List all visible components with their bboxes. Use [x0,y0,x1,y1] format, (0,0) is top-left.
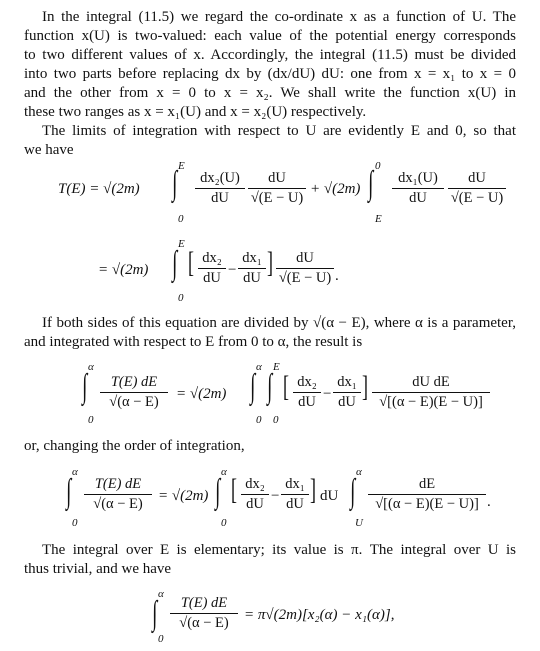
fraction-bar [170,613,238,614]
fraction [238,250,266,287]
numerator: dx₁ [337,374,357,390]
integral-lower-limit: 0 [72,517,78,529]
text-line: we have [24,142,74,158]
denominator: dU [211,190,229,206]
fraction-bar [448,188,506,189]
numerator: dE [418,476,436,492]
du: dU [320,488,339,504]
left-bracket: [ [231,473,237,506]
fraction [100,374,168,411]
integral-lower-limit: 0 [158,633,164,645]
fraction-bar [368,494,486,495]
integral-lower-limit: 0 [88,414,94,426]
numerator: dx₂ [245,476,265,492]
numerator: dx₂(U) [200,170,240,186]
text-line: or, changing the order of integration, [24,438,245,454]
text-line: into two parts before replacing dx by (dx/dU) dU: one from x = x₁ to x = 0 [24,66,516,82]
denominator: dU [203,270,221,286]
numerator: dU [268,170,286,186]
eq-mid: = √(2m) [176,386,227,402]
left-bracket: [ [283,370,289,403]
denominator: √(α − E) [179,615,229,631]
numerator: T(E) dE [94,476,142,492]
integral-lower-limit: 0 [178,213,184,225]
denominator: dU [298,394,316,410]
fraction [195,170,245,207]
fraction [333,374,361,411]
right-bracket: ] [310,473,316,506]
right-bracket: ] [267,246,273,279]
text-line: and integrated with respect to E from 0 to α, the result is [24,334,363,350]
numerator: dU [468,170,486,186]
integral-sign: ∫ [82,368,88,405]
period: . [335,268,339,284]
integral-sign: ∫ [267,368,273,405]
denominator: dU [246,496,264,512]
integral-sign: ∫ [172,245,178,282]
fraction-bar [281,494,309,495]
integral-upper-limit: E [273,361,280,373]
integral-sign: ∫ [152,595,158,632]
fraction-bar [293,392,321,393]
text-line: If both sides of this equation are divided by √(α − E), where α is a parameter, [42,315,516,331]
integral-lower-limit: E [375,213,382,225]
integral-upper-limit: 0 [375,160,381,172]
numerator: dx₁ [285,476,305,492]
integral-sign: ∫ [172,165,178,202]
integral-upper-limit: α [158,588,164,600]
integral-sign: ∫ [350,473,356,510]
denominator: √(E − U) [250,190,304,206]
fraction-bar [333,392,361,393]
fraction [448,170,506,207]
text-line: function x(U) is two-valued: each value of the potential energy corresponds [24,28,516,44]
fraction-bar [276,268,334,269]
fraction [170,595,238,632]
fraction-bar [392,188,444,189]
fraction-bar [238,268,266,269]
integral-upper-limit: E [178,238,185,250]
denominator: dU [243,270,261,286]
denominator: √[(α − E)(E − U)] [375,496,479,512]
integral-upper-limit: α [88,361,94,373]
fraction [368,476,486,513]
integral-upper-limit: α [221,466,227,478]
numerator: T(E) dE [180,595,228,611]
integral-lower-limit: U [355,517,363,529]
fraction [293,374,321,411]
integral-lower-limit: 0 [256,414,262,426]
minus-sign: − [323,386,332,402]
text-line: In the integral (11.5) we regard the co-ordinate x as a function of U. The [42,9,516,25]
denominator: √[(α − E)(E − U)] [379,394,483,410]
numerator: T(E) dE [110,374,158,390]
text-line: and the other from x = 0 to x = x₂. We shall write the function x(U) in [24,85,516,101]
left-bracket: [ [188,246,194,279]
eq-plus: + √(2m) [310,181,361,197]
minus-sign: − [271,488,280,504]
eq-rhs: = π√(2m)[x₂(α) − x₁(α)], [244,607,395,623]
fraction-bar [84,494,152,495]
fraction [276,250,334,287]
denominator: √(α − E) [109,394,159,410]
eq-mid: = √(2m) [158,488,209,504]
fraction [241,476,269,513]
fraction [281,476,309,513]
denominator: dU [286,496,304,512]
fraction-bar [100,392,168,393]
numerator: dU dE [412,374,450,390]
fraction [248,170,306,207]
fraction-bar [248,188,306,189]
denominator: dU [409,190,427,206]
integral-lower-limit: 0 [178,292,184,304]
integral-lower-limit: 0 [273,414,279,426]
integral-sign: ∫ [215,473,221,510]
fraction-bar [195,188,245,189]
text-line: to two different values of x. Accordingly, the integral (11.5) must be divided [24,47,516,63]
numerator: dx₁(U) [398,170,438,186]
text-line: The integral over E is elementary; its value is π. The integral over U is [42,542,516,558]
integral-upper-limit: E [178,160,185,172]
eq-lhs: = √(2m) [98,262,149,278]
fraction-bar [198,268,226,269]
fraction-bar [372,392,490,393]
eq-lhs: T(E) = √(2m) [58,181,140,197]
period: . [487,494,491,510]
fraction [198,250,226,287]
text-line: thus trivial, and we have [24,561,172,577]
minus-sign: − [228,262,237,278]
fraction [392,170,444,207]
right-bracket: ] [362,370,368,403]
integral-upper-limit: α [72,466,78,478]
integral-upper-limit: α [356,466,362,478]
numerator: dx₂ [202,250,222,266]
fraction-bar [241,494,269,495]
integral-sign: ∫ [368,165,374,202]
denominator: √(E − U) [278,270,332,286]
denominator: √(E − U) [450,190,504,206]
integral-sign: ∫ [66,473,72,510]
text-line: these two ranges as x = x₁(U) and x = x₂(U) respectively. [24,104,367,120]
fraction [84,476,152,513]
integral-lower-limit: 0 [221,517,227,529]
denominator: √(α − E) [93,496,143,512]
numerator: dU [296,250,314,266]
integral-upper-limit: α [256,361,262,373]
text-line: The limits of integration with respect to U are evidently E and 0, so that [42,123,516,139]
denominator: dU [338,394,356,410]
integral-sign: ∫ [250,368,256,405]
numerator: dx₂ [297,374,317,390]
fraction [372,374,490,411]
numerator: dx₁ [242,250,262,266]
